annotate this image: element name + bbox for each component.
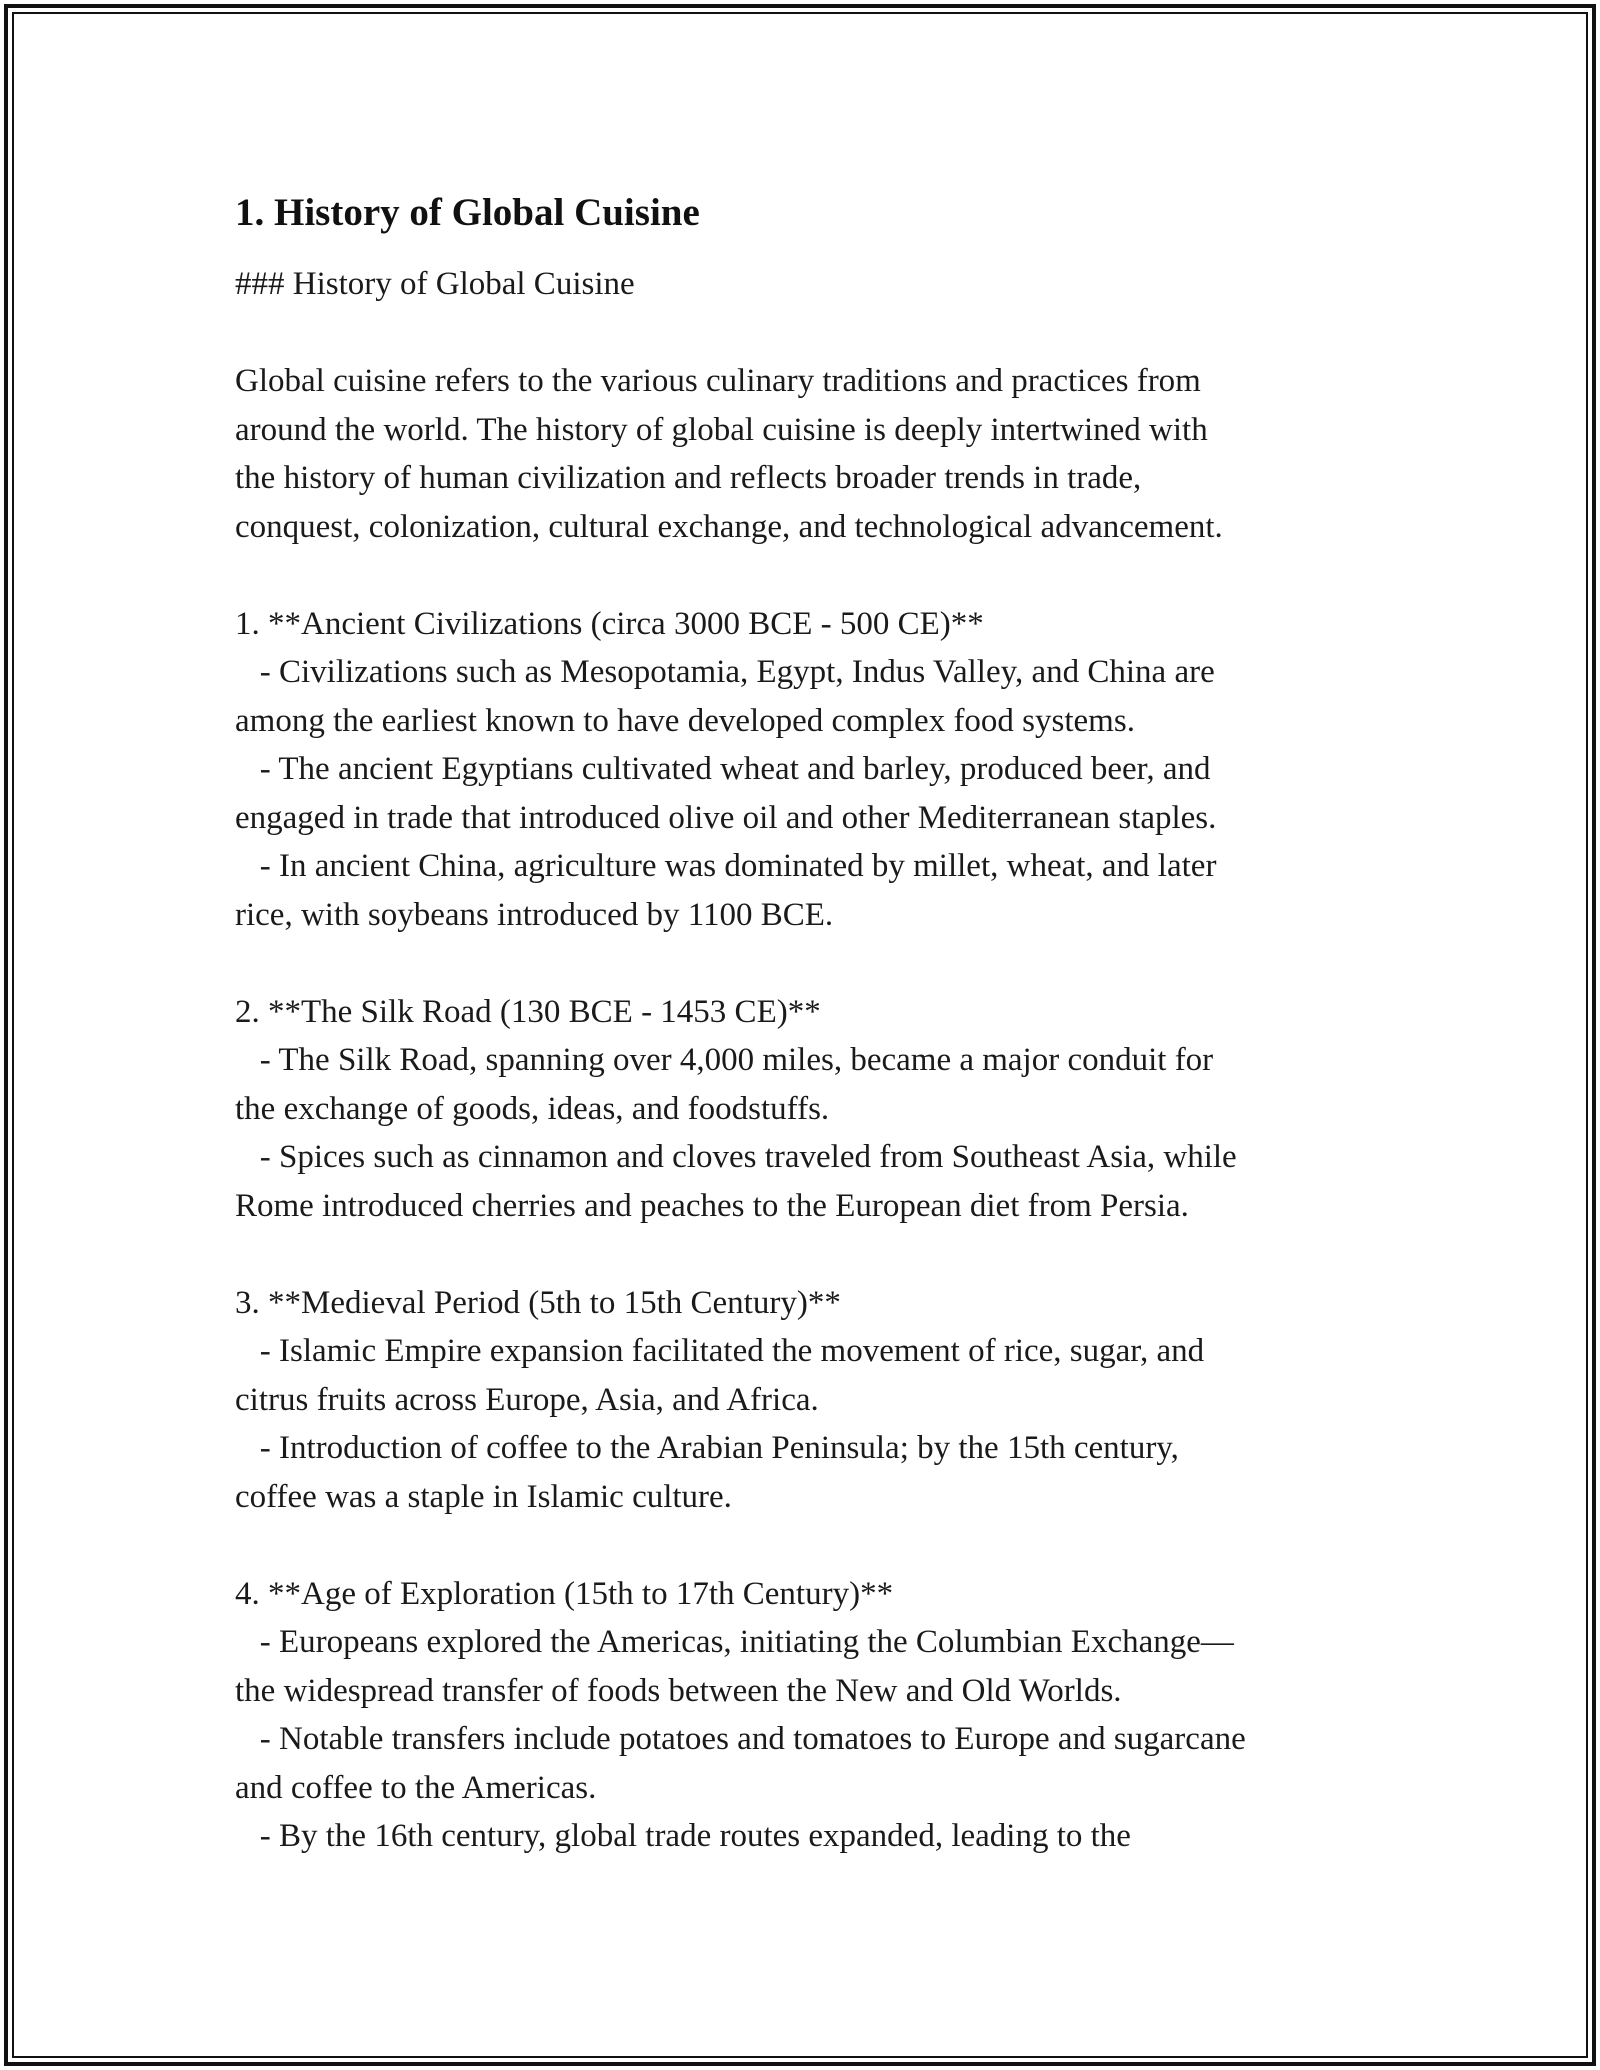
document-heading: 1. History of Global Cuisine [235,191,700,234]
document-body: ### History of Global Cuisine Global cuisine refers to the various culinary traditions and practices from around the world. The history of global cuisine is deeply intertwined with the history of human civilization and reflects broader trends in trade, conquest, colonization, cultural exchange, and technological advancement. 1. **Ancient Civilizations (circa 3000 BCE - 500 CE)** - Civilizations such as Mesopotamia, Egypt, Indus Valley, and China are among the earliest known to have developed complex food systems. - The ancient Egyptians cultivated wheat and barley, produced beer, and engaged in trade that introduced olive oil and other Mediterranean staples. - In ancient China, agriculture was dominated by millet, wheat, and later rice, with soybeans introduced by 1100 BCE. 2. **The Silk Road (130 BCE - 1453 CE)** - The Silk Road, spanning over 4,000 miles, became a major conduit for the exchange of goods, ideas, and foodstuffs. - Spices such as cinnamon and cloves traveled from Southeast Asia, while Rome introduced cherries and peaches to the European diet from Persia. 3. **Medieval Period (5th to 15th Century)** - Islamic Empire expansion facilitated the movement of rice, sugar, and citrus fruits across Europe, Asia, and Africa. - Introduction of coffee to the Arabian Peninsula; by the 15th century, coffee was a staple in Islamic culture. 4. **Age of Exploration (15th to 17th Century)** - Europeans explored the Americas, initiating the Columbian Exchange— the widespread transfer of foods between the New and Old Worlds. - Notable transfers include potatoes and tomatoes to Europe and sugarcane and coffee to the Americas. - By the 16th century, global trade routes expanded, leading to the [235,266,1246,1854]
document-content [235,188,1395,1861]
